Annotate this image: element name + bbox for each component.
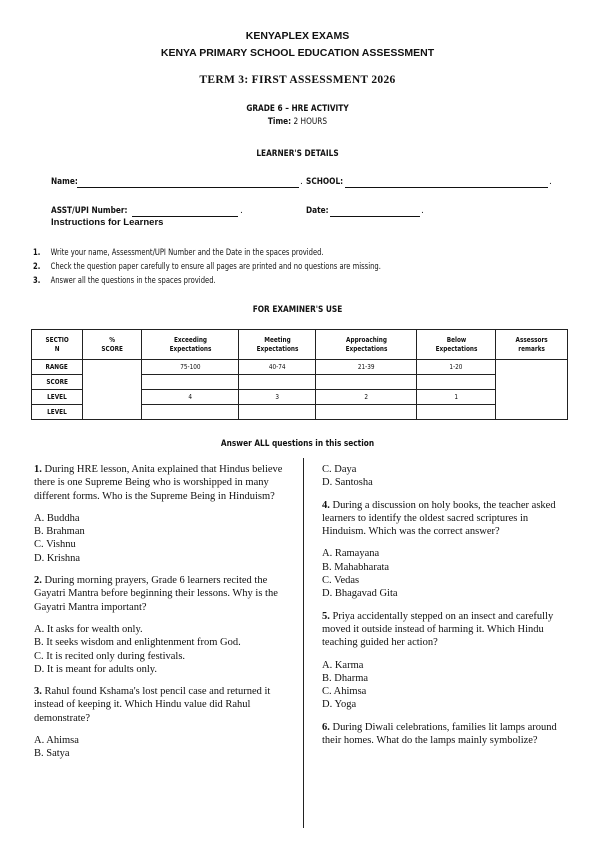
option[interactable]: D. It is meant for adults only. [34,663,157,675]
below-cell[interactable] [417,375,496,390]
question-3-options-continued [322,463,572,490]
exam-body-title: KENYAPLEX EXAMS [245,30,350,42]
answer-all-heading: Answer ALL questions in this section [220,439,375,449]
meeting-cell: 40-74 [239,360,316,375]
examiner-table [31,329,568,420]
below-cell: 1-20 [417,360,496,375]
row-label: RANGE [32,360,83,375]
header-approaching: Approaching Expectations [316,330,417,360]
option[interactable]: D. Bhagavad Gita [322,588,398,600]
name-field-end: . [300,177,303,187]
option[interactable]: D. Santosha [322,477,373,489]
question-5: 5. Priya accidentally stepped on an insect and carefully moved it outside instead of harming it. Which Hindu teaching guided her action? [322,610,554,649]
question-3: 3. Rahul found Kshama's lost pencil case and returned it instead of keeping it. Which Hindu value did Rahul demonstrate? [34,686,271,724]
name-field[interactable] [77,187,299,188]
date-field-end: . [421,206,424,216]
header-section: SECTIO N [32,330,83,360]
header-below: Below Expectations [417,330,496,360]
time-allowed [54,117,542,127]
question-2: 2. During morning prayers, Grade 6 learners recited the Gayatri Mantra before beginning their lessons. Why is the Gayatri Mantra important? [34,575,278,613]
upi-label: ASST/UPI Number: [51,206,128,216]
date-label: Date: [306,206,329,216]
meeting-cell[interactable] [239,375,316,390]
option[interactable]: A. Ahimsa [34,735,79,747]
questions-right-column [322,463,572,756]
header-exceeding: Exceeding Expectations [142,330,239,360]
row-label: LEVEL [32,390,83,405]
question-1-options [34,512,296,565]
term-title: TERM 3: FIRST ASSESSMENT 2026 [199,74,396,86]
option[interactable]: A. Karma [322,659,364,671]
time-value: 2 HOURS [293,117,328,127]
exceeding-cell: 75-100 [142,360,239,375]
exceeding-cell[interactable] [142,375,239,390]
option[interactable]: A. Buddha [34,512,80,524]
instruction-item: 3. Answer all the questions in the spaces provided. [33,276,216,286]
learners-details-heading: LEARNER'S DETAILS [256,149,339,159]
questions-left-column [34,463,296,770]
header-score: % SCORE [83,330,142,360]
row-label: LEVEL [32,405,83,420]
exceeding-cell: 4 [142,390,239,405]
option[interactable]: C. Ahimsa [322,686,367,698]
instructions-title: Instructions for Learners [51,217,164,228]
option[interactable]: B. Dharma [322,672,369,684]
approaching-cell: 21-39 [316,360,417,375]
option[interactable]: B. Mahabharata [322,561,390,573]
approaching-cell[interactable] [316,405,417,420]
name-label: Name: [51,177,78,187]
below-cell: 1 [417,390,496,405]
meeting-cell[interactable] [239,405,316,420]
approaching-cell: 2 [316,390,417,405]
row-label: SCORE [32,375,83,390]
option[interactable]: C. Vishnu [34,539,76,551]
instruction-item: 2. Check the question paper carefully to ensure all pages are printed and no questions are missing. [33,262,381,272]
question-2-options [34,623,296,676]
column-divider [303,458,304,828]
remarks-cell[interactable] [496,360,568,420]
grade-subject: GRADE 6 – HRE ACTIVITY [246,104,349,114]
school-field-end: . [549,177,552,187]
score-cell[interactable] [83,360,142,420]
school-label: SCHOOL: [306,177,344,187]
option[interactable]: D. Krishna [34,552,81,564]
question-4-options [322,547,572,600]
option[interactable]: B. It seeks wisdom and enlightenment from God. [34,637,241,649]
question-6: 6. During Diwali celebrations, families lit lamps around their homes. What do the lamps mainly symbolize? [322,721,557,747]
option[interactable]: D. Yoga [322,699,357,711]
school-field[interactable] [345,187,548,188]
date-field[interactable] [330,216,420,217]
examiner-header-row [32,330,568,360]
table-row [32,360,568,375]
question-4: 4. During a discussion on holy books, the teacher asked learners to identify the oldest sacred scriptures in Hinduism. Which was the correct answer? [322,499,556,538]
examiner-use-heading: FOR EXAMINER'S USE [252,305,343,315]
instruction-item: 1. Write your name, Assessment/UPI Number and the Date in the spaces provided. [33,248,324,258]
option[interactable]: A. It asks for wealth only. [34,623,143,635]
approaching-cell[interactable] [316,375,417,390]
option[interactable]: B. Brahman [34,526,85,538]
option[interactable]: B. Satya [34,748,70,760]
upi-field-end: . [240,206,243,216]
question-1: 1. During HRE lesson, Anita explained that Hindus believe there is one Supreme Being who is worshipped in many different forms. Who is the Supreme Being in Hinduism? [34,464,283,502]
time-label: Time: [267,117,292,127]
header-meeting: Meeting Expectations [239,330,316,360]
assessment-title: KENYA PRIMARY SCHOOL EDUCATION ASSESSMENT [160,47,435,59]
meeting-cell: 3 [239,390,316,405]
header-remarks: Assessors remarks [496,330,568,360]
question-3-options [34,734,296,761]
option[interactable]: C. Daya [322,464,357,475]
option[interactable]: C. It is recited only during festivals. [34,650,186,662]
question-5-options [322,659,572,712]
option[interactable]: A. Ramayana [322,548,380,560]
below-cell[interactable] [417,405,496,420]
exceeding-cell[interactable] [142,405,239,420]
option[interactable]: C. Vedas [322,575,360,587]
